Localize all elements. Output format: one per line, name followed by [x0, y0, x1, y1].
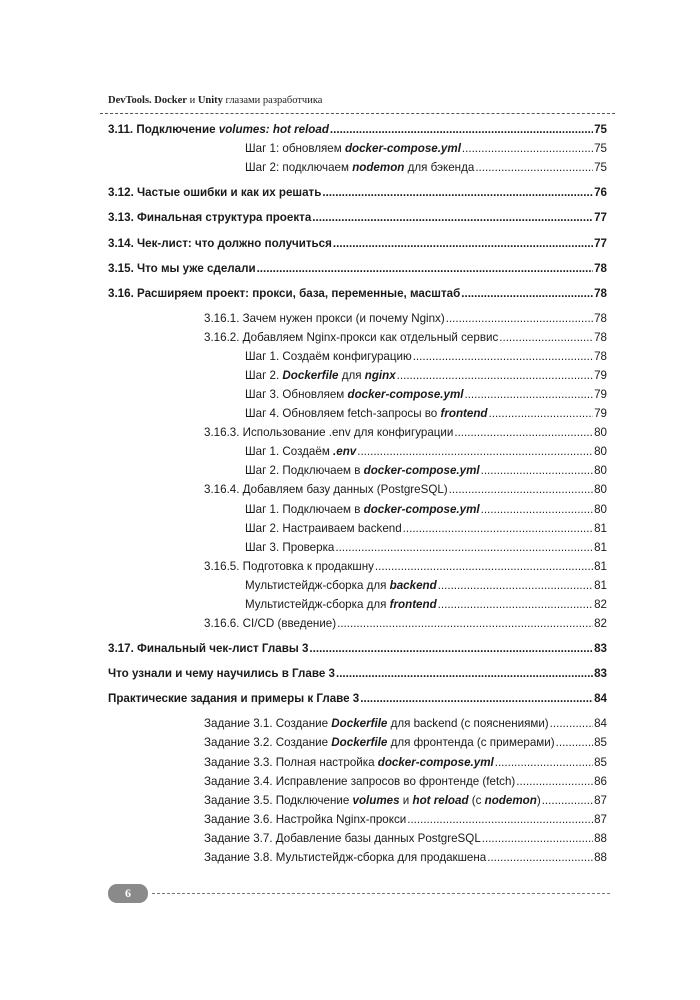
toc-entry[interactable] — [204, 851, 607, 865]
toc-entry-title — [245, 407, 488, 421]
toc-title-text: Шаг 2. — [245, 369, 283, 383]
toc-entry-title — [204, 756, 494, 770]
toc-page-number: 88 — [594, 850, 607, 864]
toc-page-number: 87 — [594, 793, 607, 807]
toc-leader-dots — [375, 560, 593, 574]
toc-page-number: 80 — [594, 483, 607, 497]
toc-page-number: 82 — [594, 597, 607, 611]
toc-title-text: Шаг 2. Подключаем в — [245, 464, 364, 478]
toc-page-number: 85 — [594, 736, 607, 750]
toc-title-emphasis: frontend — [389, 597, 437, 611]
toc-entry-title — [245, 541, 334, 555]
toc-page-number: 86 — [594, 774, 607, 788]
toc-page-number: 78 — [594, 350, 607, 364]
toc-page-number: 87 — [594, 812, 607, 826]
toc-title-text: Задание 3.3. Полная настройка — [204, 755, 378, 769]
toc-entry[interactable] — [245, 579, 607, 593]
toc-entry[interactable] — [204, 483, 607, 497]
toc-entry[interactable] — [204, 775, 607, 789]
toc-title-text: 3.16.6. CI/CD (введение) — [204, 616, 337, 630]
toc-title-emphasis: .env — [333, 445, 357, 459]
toc-entry-title — [204, 794, 541, 808]
toc-entry[interactable] — [108, 211, 607, 225]
toc-title-emphasis: hot reload — [412, 793, 469, 807]
running-head-rest: глазами разработчика — [222, 95, 323, 106]
toc-entry[interactable] — [204, 736, 607, 750]
footer-divider — [152, 893, 610, 894]
running-head-and: и — [186, 95, 198, 106]
toc-entry-title — [245, 522, 402, 536]
toc-leader-dots — [556, 736, 593, 750]
toc-leader-dots — [481, 464, 593, 478]
toc-title-text: Шаг 1. Создаём конфигурацию — [245, 350, 412, 364]
toc-title-text: ) — [536, 793, 541, 807]
toc-entry-title — [245, 445, 356, 459]
toc-title-emphasis: docker-compose.yml — [344, 142, 461, 156]
toc-entry[interactable] — [204, 756, 607, 770]
toc-title-text: Мультистейдж-сборка для — [245, 578, 390, 592]
toc-entry[interactable] — [204, 426, 607, 440]
toc-entry[interactable] — [108, 667, 607, 681]
toc-page-number: 81 — [594, 578, 607, 592]
toc-title-text: для фронтенда (с примерами) — [387, 736, 555, 750]
toc-entry-title — [108, 287, 460, 301]
toc-entry[interactable] — [245, 464, 607, 478]
toc-entry[interactable] — [204, 312, 607, 326]
toc-title-text: 3.16.4. Добавляем базу данных (PostgreSQL) — [204, 483, 448, 497]
toc-leader-dots — [487, 851, 593, 865]
toc-entry[interactable] — [108, 186, 607, 200]
toc-entry[interactable] — [204, 794, 607, 808]
toc-title-text: Задание 3.2. Создание — [204, 736, 332, 750]
toc-leader-dots — [360, 692, 593, 706]
toc-title-text: для — [338, 369, 365, 383]
toc-leader-dots — [336, 667, 593, 681]
running-head — [108, 95, 322, 106]
toc-entry-title — [108, 237, 332, 251]
toc-entry-title — [245, 388, 463, 402]
toc-entry-title — [108, 211, 311, 225]
toc-entry-title — [245, 503, 480, 517]
toc-leader-dots — [550, 717, 593, 731]
toc-page-number: 80 — [594, 464, 607, 478]
toc-title-text: Шаг 1: обновляем — [245, 142, 345, 156]
toc-leader-dots — [446, 312, 593, 326]
toc-page-number: 82 — [594, 616, 607, 630]
toc-entry-title — [245, 369, 396, 383]
toc-page-number: 81 — [594, 540, 607, 554]
toc-leader-dots — [438, 598, 593, 612]
toc-entry-title — [108, 667, 335, 681]
toc-entry[interactable] — [245, 522, 607, 536]
toc-page-number: 79 — [594, 388, 607, 402]
toc-title-text: Шаг 2: подключаем — [245, 161, 353, 175]
toc-page-number: 84 — [594, 692, 607, 706]
toc-leader-dots — [438, 579, 593, 593]
toc-leader-dots — [397, 369, 593, 383]
toc-page-number: 83 — [594, 641, 607, 655]
toc-page-number: 79 — [594, 369, 607, 383]
running-head-unity: Unity — [197, 95, 223, 106]
toc-title-text: Шаг 4. Обновляем fetch-запросы во — [245, 407, 441, 421]
toc-entry[interactable] — [108, 642, 607, 656]
page-number: 6 — [125, 886, 131, 900]
toc-entry[interactable] — [245, 407, 607, 421]
toc-leader-dots — [461, 287, 593, 301]
toc-title-emphasis: nginx — [364, 369, 396, 383]
toc-entry-title — [204, 717, 549, 731]
toc-entry[interactable] — [204, 832, 607, 846]
toc-title-text: Задание 3.7. Добавление базы данных PostgreSQL — [204, 831, 481, 845]
toc-title-emphasis: volumes — [352, 793, 400, 807]
toc-page-number: 80 — [594, 502, 607, 516]
toc-entry-title — [245, 464, 480, 478]
toc-title-text: Шаг 1. Создаём — [245, 445, 334, 459]
toc-entry-title — [245, 142, 461, 156]
toc-entry-title — [204, 851, 486, 865]
running-head-devtools: DevTools. Docker — [108, 95, 187, 106]
toc-page-number: 75 — [594, 123, 607, 136]
toc-leader-dots — [481, 503, 593, 517]
toc-entry[interactable] — [245, 503, 607, 517]
toc-title-emphasis: docker-compose.yml — [363, 464, 480, 478]
toc-leader-dots — [475, 161, 593, 175]
toc-leader-dots — [322, 186, 593, 200]
toc-leader-dots — [330, 123, 593, 137]
toc-entry-title — [245, 161, 474, 175]
toc-entry[interactable] — [204, 617, 607, 631]
toc-page-number: 78 — [594, 286, 607, 300]
toc-leader-dots — [337, 617, 593, 631]
toc-leader-dots — [333, 237, 593, 251]
page-number-badge — [108, 884, 148, 903]
toc-title-emphasis: nodemon — [352, 161, 405, 175]
toc-entry-title — [204, 736, 555, 750]
toc-entry-title — [245, 350, 412, 364]
toc-page-number: 83 — [594, 667, 607, 681]
toc-entry[interactable] — [108, 237, 607, 251]
toc-entry-title — [108, 642, 308, 656]
toc-entry[interactable] — [245, 161, 607, 175]
toc-title-emphasis: docker-compose.yml — [377, 755, 494, 769]
toc-page-number: 78 — [594, 312, 607, 325]
toc-title-text: для backend (с пояснениями) — [387, 717, 549, 731]
toc-entry[interactable] — [245, 388, 607, 402]
toc-leader-dots — [489, 407, 594, 421]
toc-entry[interactable] — [245, 598, 607, 612]
toc-entry-title — [204, 560, 374, 574]
toc-title-text: Задание 3.1. Создание — [204, 717, 332, 731]
toc-title-text: 3.11. Подключение — [108, 123, 219, 136]
toc-leader-dots — [257, 262, 594, 276]
toc-entry[interactable] — [204, 813, 607, 827]
toc-title-emphasis: Dockerfile — [331, 736, 388, 750]
toc-title-emphasis: backend — [389, 578, 437, 592]
toc-title-emphasis: Dockerfile — [282, 369, 339, 383]
toc-title-text: 3.16.3. Использование .env для конфигурации — [204, 426, 454, 440]
toc-leader-dots — [516, 775, 593, 789]
toc-title-text: 3.13. Финальная структура проекта — [108, 211, 312, 225]
toc-page-number: 75 — [594, 142, 607, 156]
toc-entry[interactable] — [245, 369, 607, 383]
toc-entry[interactable] — [204, 560, 607, 574]
toc-entry-title — [204, 813, 406, 827]
toc-title-text: и — [399, 793, 413, 807]
toc-title-emphasis: Dockerfile — [331, 717, 388, 731]
toc-leader-dots — [312, 211, 593, 225]
toc-title-emphasis: docker-compose.yml — [363, 502, 480, 516]
toc-page-number: 80 — [594, 445, 607, 459]
toc-leader-dots — [449, 483, 593, 497]
toc-title-emphasis: docker-compose.yml — [347, 388, 464, 402]
toc-title-text: 3.17. Финальный чек-лист Главы 3 — [108, 641, 309, 655]
toc-entry-title — [204, 312, 445, 326]
toc-title-text: (с — [468, 793, 485, 807]
toc-entry[interactable] — [108, 692, 607, 706]
toc-leader-dots — [407, 813, 593, 827]
toc-entry-title — [204, 331, 498, 345]
toc-title-text: Шаг 3. Проверка — [245, 540, 335, 554]
toc-title-text: 3.16.5. Подготовка к продакшну — [204, 559, 374, 573]
toc-entry[interactable] — [245, 445, 607, 459]
toc-title-text: Шаг 1. Подключаем в — [245, 502, 364, 516]
toc-page-number: 85 — [594, 755, 607, 769]
toc-title-text: Что узнали и чему научились в Главе 3 — [108, 667, 335, 681]
toc-title-text: 3.14. Чек-лист: что должно получиться — [108, 236, 332, 250]
toc-title-emphasis: volumes: hot reload — [218, 123, 329, 136]
toc-leader-dots — [357, 445, 593, 459]
toc-title-text: Мультистейдж-сборка для — [245, 597, 390, 611]
toc-entry-title — [204, 426, 453, 440]
toc-entry-title — [245, 579, 437, 593]
toc-page-number: 80 — [594, 426, 607, 440]
toc-title-text: 3.16.2. Добавляем Nginx-прокси как отдельный сервис — [204, 331, 499, 345]
toc-page-number: 81 — [594, 521, 607, 535]
toc-title-text: для бэкенда — [404, 161, 475, 175]
toc-title-text: Задание 3.6. Настройка Nginx-прокси — [204, 812, 407, 826]
toc-page-number: 75 — [594, 161, 607, 175]
toc-entry-title — [245, 598, 437, 612]
toc-entry-title — [204, 775, 515, 789]
toc-title-text: Задание 3.8. Мультистейдж-сборка для продакшена — [204, 850, 487, 864]
toc-title-text: 3.15. Что мы уже сделали — [108, 261, 256, 275]
toc-page-number: 77 — [594, 236, 607, 250]
toc-leader-dots — [464, 388, 593, 402]
toc-entry-title — [108, 186, 321, 200]
toc-leader-dots — [403, 522, 593, 536]
toc-title-text: Практические задания и примеры к Главе 3 — [108, 692, 360, 706]
toc-entry[interactable] — [204, 331, 607, 345]
toc-title-text: Шаг 3. Обновляем — [245, 388, 348, 402]
toc-entry[interactable] — [245, 142, 607, 156]
toc-entry-title — [108, 262, 256, 276]
toc-entry-title — [108, 692, 359, 706]
toc-leader-dots — [482, 832, 593, 846]
toc-page-number: 88 — [594, 831, 607, 845]
toc-page-number: 77 — [594, 211, 607, 225]
toc-page-number: 79 — [594, 407, 607, 421]
toc-entry[interactable] — [108, 287, 607, 301]
toc-page-number: 84 — [594, 717, 607, 731]
toc-page-number: 78 — [594, 261, 607, 275]
toc-title-text: 3.16.1. Зачем нужен прокси (и почему Nginx) — [204, 312, 445, 325]
toc-leader-dots — [542, 794, 593, 808]
toc-entry-title — [108, 123, 329, 137]
toc-leader-dots — [309, 642, 593, 656]
toc-page-number: 81 — [594, 559, 607, 573]
toc-leader-dots — [495, 756, 593, 770]
toc-leader-dots — [413, 350, 593, 364]
toc-page-number: 78 — [594, 331, 607, 345]
toc-entry[interactable] — [108, 123, 607, 137]
toc-leader-dots — [499, 331, 593, 345]
toc-entry-title — [204, 483, 448, 497]
toc-entry-title — [204, 617, 336, 631]
toc-page-number: 76 — [594, 186, 607, 200]
toc-title-text: Задание 3.4. Исправление запросов во фронтенде (fetch) — [204, 774, 516, 788]
toc-entry[interactable] — [204, 717, 607, 731]
toc-title-text: 3.16. Расширяем проект: прокси, база, переменные, масштаб — [108, 286, 461, 300]
toc-title-emphasis: nodemon — [484, 793, 537, 807]
toc-entry[interactable] — [245, 541, 607, 555]
toc-leader-dots — [454, 426, 593, 440]
toc-entry[interactable] — [245, 350, 607, 364]
toc-title-emphasis: frontend — [440, 407, 488, 421]
toc-title-text: Задание 3.5. Подключение — [204, 793, 353, 807]
toc-leader-dots — [462, 142, 593, 156]
toc-entry-title — [204, 832, 481, 846]
toc-leader-dots — [335, 541, 593, 555]
toc-title-text: 3.12. Частые ошибки и как их решать — [108, 186, 322, 200]
toc-entry[interactable] — [108, 262, 607, 276]
header-divider — [100, 113, 615, 114]
toc-title-text: Шаг 2. Настраиваем backend — [245, 521, 402, 535]
